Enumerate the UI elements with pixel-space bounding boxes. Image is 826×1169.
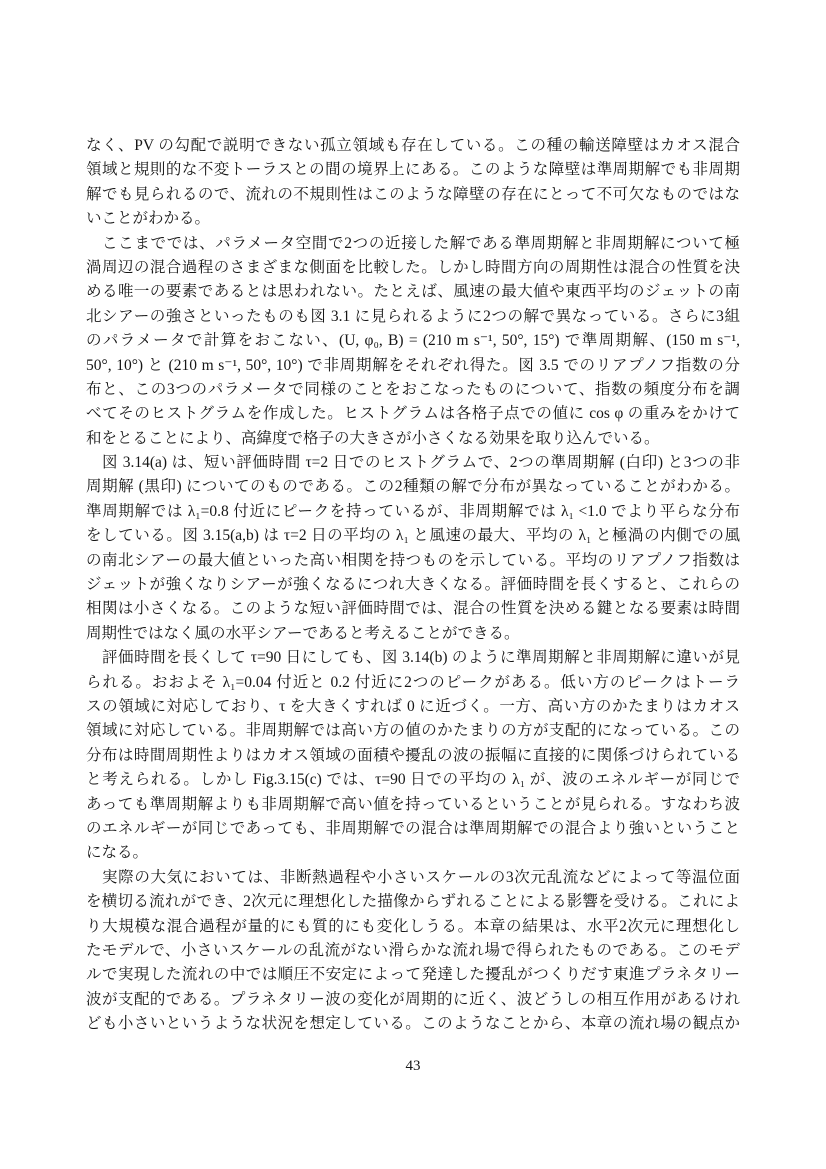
text-line: 周期解 (黒印) についてのものである。この2種類の解で分布が異なっていることがわかる。 [86,478,740,496]
text-line: られる。おおよそ λ₁=0.04 付近と 0.2 付近に2つのピークがある。低い方のピークはトーラ [86,673,740,691]
text-line: 図 3.14(a) は、短い評価時間 τ=2 日でのヒストグラムで、2つの準周期解 (白印) と3つの非 [102,454,740,472]
text-line: べてそのヒストグラムを作成した。ヒストグラムは各格子点での値に cos φ の重みをかけて [86,405,740,423]
text-line: 周期性ではなく風の水平シアーであると考えることができる。 [86,624,520,642]
text-line: と考えられる。しかし Fig.3.15(c) では、τ=90 日での平均の λ₁ が、波のエネルギーが同じで [86,771,740,789]
paragraph [86,232,740,452]
text-line: なく、PV の勾配で説明できない孤立領域も存在している。この種の輸送障壁はカオス混合 [86,137,740,154]
text-line: ども小さいというような状況を想定している。このようなことから、本章の流れ場の観点か [86,1015,740,1033]
text-line: たモデルで、小さいスケールの乱流がない滑らかな流れ場で得られたものである。このモデ [86,941,740,959]
text-line: める唯一の要素であるとは思われない。たとえば、風速の最大値や東西平均のジェットの南 [86,283,740,301]
paragraph [86,646,740,866]
text-line: 波が支配的である。プラネタリー波の変化が周期的に近く、波どうしの相互作用があるけれ [86,990,740,1008]
text-line: になる。 [86,844,149,862]
text-line: ここまででは、パラメータ空間で2つの近接した解である準周期解と非周期解について極 [102,234,740,252]
text-line: 実際の大気においては、非断熱過程や小さいスケールの3次元乱流などによって等温位面 [102,868,740,886]
text-line: いことがわかる。 [86,210,211,228]
text-line: 布と、この3つのパラメータで同様のことをおこなったものについて、指数の頻度分布を調 [86,380,740,398]
text-line: を横切る流れができ、2次元に理想化した描像からずれることによる影響を受ける。これによ [86,893,740,911]
text-line: 解でも見られるので、流れの不規則性はこのような障壁の存在にとって不可欠なものではな [86,185,740,203]
text-line: あっても準周期解よりも非周期解で高い値を持っているということが見られる。すなわち波 [86,795,740,813]
text-line: 渦周辺の混合過程のさまざまな側面を比較した。しかし時間方向の周期性は混合の性質を決 [86,258,740,276]
document-body [86,134,740,1036]
text-line: のパラメータで計算をおこない、(U, φ₀, B) = (210 m s⁻¹, 50°, 15°) で準周期解、(150 m s⁻¹, [86,332,740,350]
paragraph [86,866,740,1037]
text-line: 相関は小さくなる。このような短い評価時間では、混合の性質を決める鍵となる要素は時間 [86,600,740,618]
text-line: の南北シアーの最大値といった高い相関を持つものを示している。平均のリアプノフ指数は [86,551,740,569]
text-line: 領域と規則的な不変トーラスとの間の境界上にある。このような障壁は準周期解でも非周期 [86,161,740,179]
text-line: り大規模な混合過程が量的にも質的にも変化しうる。本章の結果は、水平2次元に理想化し [86,917,740,935]
text-line: 50°, 10°) と (210 m s⁻¹, 50°, 10°) で非周期解をそれぞれ得た。図 3.5 でのリアプノフ指数の分 [86,356,740,374]
text-line: 分布は時間周期性よりはカオス領域の面積や擾乱の波の振幅に直接的に関係づけられている [86,746,740,764]
text-line: 準周期解では λ₁=0.8 付近にピークを持っているが、非周期解では λ₁ <1.0 でより平らな分布 [86,502,740,520]
text-line: 評価時間を長くして τ=90 日にしても、図 3.14(b) のように準周期解と非周期解に違いが見 [102,649,740,667]
text-line: のエネルギーが同じであっても、非周期解での混合は準周期解での混合より強いということ [86,819,740,837]
page-number: 43 [405,1058,421,1074]
text-line: スの領域に対応しており、τ を大きくすれば 0 に近づく。一方、高い方のかたまりはカオス [86,697,740,715]
text-line: ジェットが強くなりシアーが強くなるにつれ大きくなる。評価時間を長くすると、これらの [86,576,740,594]
text-line: 北シアーの強さといったものも図 3.1 に見られるように2つの解で異なっている。さらに3組 [86,307,740,325]
paragraph [86,451,740,646]
paragraph [86,134,740,232]
text-line: 和をとることにより、高緯度で格子の大きさが小さくなる効果を取り込んでいる。 [86,429,660,447]
text-line: をしている。図 3.15(a,b) は τ=2 日の平均の λ₁ と風速の最大、平均の λ₁ と極渦の内側での風 [86,527,740,545]
text-line: ルで実現した流れの中では順圧不安定によって発達した擾乱がつくりだす東進プラネタリー [86,966,740,984]
text-line: 領域に対応している。非周期解では高い方の値のかたまりの方が支配的になっている。この [86,722,740,740]
